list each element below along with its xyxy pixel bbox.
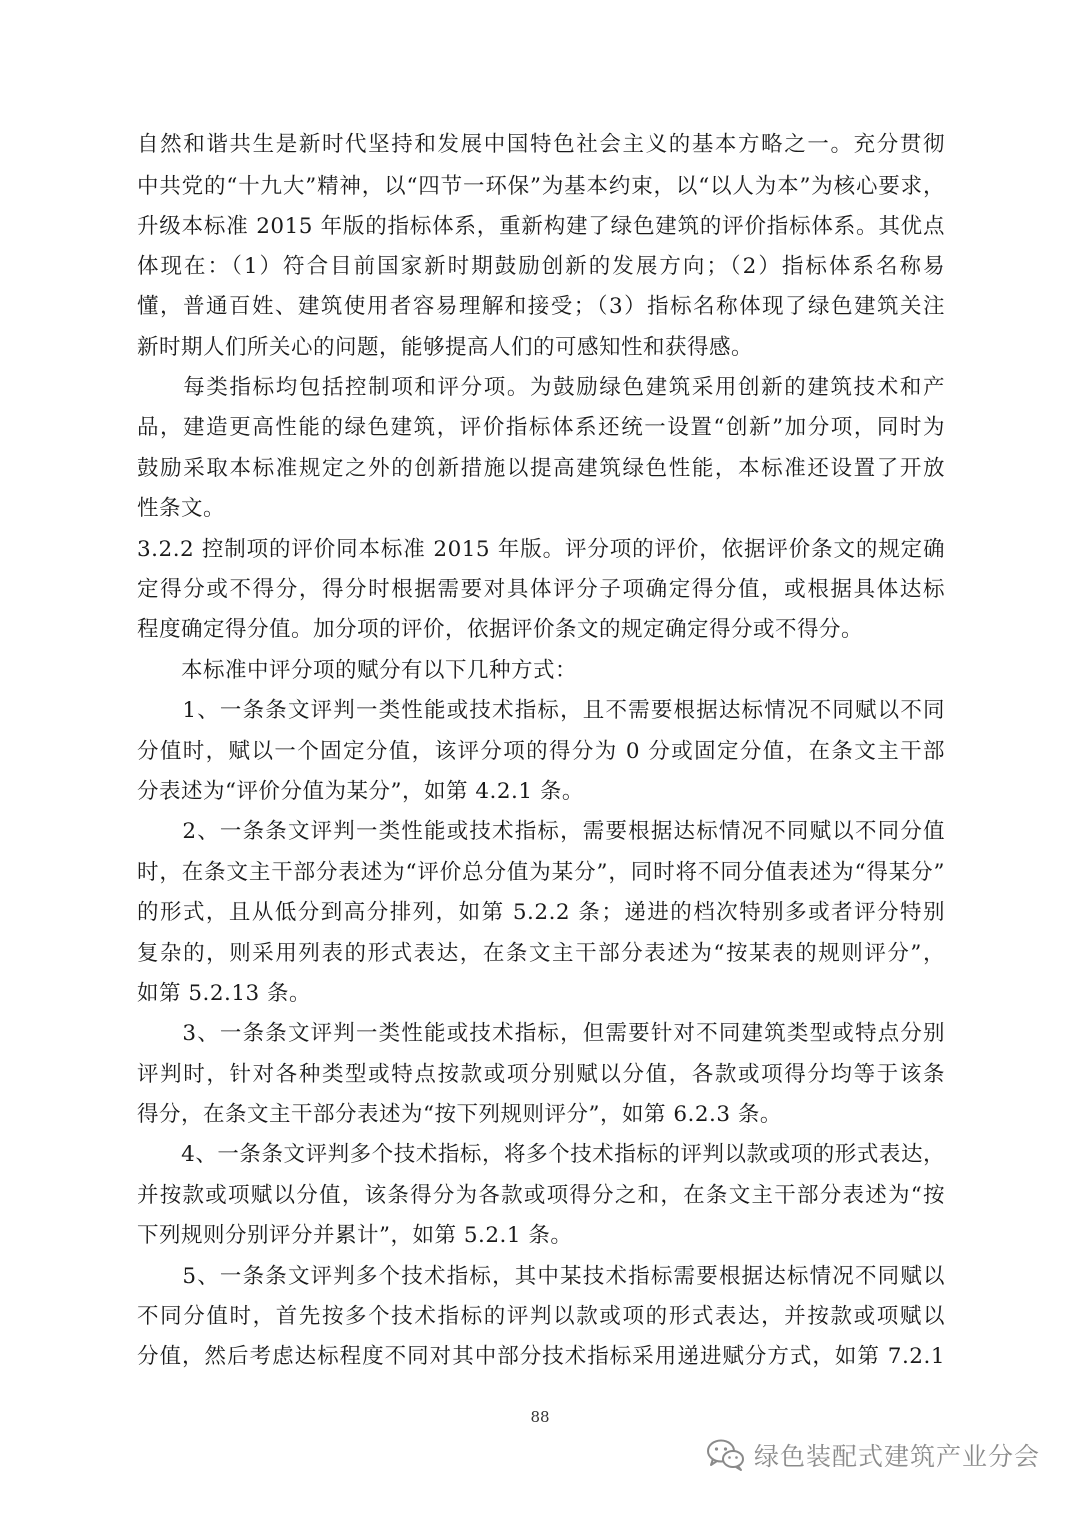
wechat-icon bbox=[706, 1438, 746, 1472]
text-line: 鼓励采取本标准规定之外的创新措施以提高建筑绿色性能，本标准还设置了开放 bbox=[137, 456, 945, 481]
text-line: 5、一条条文评判多个技术指标，其中某技术指标需要根据达标情况不同赋以 bbox=[137, 1264, 945, 1289]
text-line: 性条文。 bbox=[137, 496, 226, 521]
text-line: 程度确定得分值。加分项的评价，依据评价条文的规定确定得分或不得分。 bbox=[137, 617, 864, 642]
text-line: 如第 5.2.13 条。 bbox=[137, 981, 312, 1006]
text-line: 分值，然后考虑达标程度不同对其中部分技术指标采用递进赋分方式，如第 7.2.1 bbox=[137, 1344, 945, 1369]
text-line: 得分，在条文主干部分表述为“按下列规则评分”，如第 6.2.3 条。 bbox=[137, 1102, 782, 1127]
text-line: 品，建造更高性能的绿色建筑，评价指标体系还统一设置“创新”加分项，同时为 bbox=[137, 415, 945, 440]
text-line: 体现在：（1）符合目前国家新时期鼓励创新的发展方向；（2）指标体系名称易 bbox=[137, 254, 945, 279]
watermark-text: 绿色装配式建筑产业分会 bbox=[754, 1442, 1041, 1471]
text-line: 不同分值时，首先按多个技术指标的评判以款或项的形式表达，并按款或项赋以 bbox=[137, 1304, 945, 1329]
text-line: 中共党的“十九大”精神，以“四节一环保”为基本约束，以“以人为本”为核心要求， bbox=[137, 174, 945, 199]
text-line: 定得分或不得分，得分时根据需要对具体评分子项确定得分值，或根据具体达标 bbox=[137, 577, 945, 602]
text-line: 3.2.2 控制项的评价同本标准 2015 年版。评分项的评价，依据评价条文的规定确 bbox=[137, 537, 945, 562]
text-line: 分表述为“评价分值为某分”，如第 4.2.1 条。 bbox=[137, 779, 584, 804]
text-line: 分值时，赋以一个固定分值，该评分项的得分为 0 分或固定分值，在条文主干部 bbox=[137, 739, 945, 764]
text-line: 自然和谐共生是新时代坚持和发展中国特色社会主义的基本方略之一。充分贯彻 bbox=[137, 132, 945, 157]
text-line: 升级本标准 2015 年版的指标体系，重新构建了绿色建筑的评价指标体系。其优点 bbox=[137, 214, 945, 239]
watermark bbox=[706, 1433, 1056, 1477]
text-line: 每类指标均包括控制项和评分项。为鼓励绿色建筑采用创新的建筑技术和产 bbox=[137, 375, 945, 400]
page-number: 88 bbox=[530, 1408, 550, 1426]
text-line: 的形式，且从低分到高分排列，如第 5.2.2 条；递进的档次特别多或者评分特别 bbox=[137, 900, 945, 925]
text-line: 新时期人们所关心的问题，能够提高人们的可感知性和获得感。 bbox=[137, 335, 754, 360]
text-line: 下列规则分别评分并累计”，如第 5.2.1 条。 bbox=[137, 1223, 573, 1248]
text-line: 评判时，针对各种类型或特点按款或项分别赋以分值，各款或项得分均等于该条 bbox=[137, 1062, 945, 1087]
text-line: 本标准中评分项的赋分有以下几种方式： bbox=[137, 658, 578, 683]
text-line: 时，在条文主干部分表述为“评价总分值为某分”，同时将不同分值表述为“得某分” bbox=[137, 860, 945, 885]
text-line: 3、一条条文评判一类性能或技术指标，但需要针对不同建筑类型或特点分别 bbox=[137, 1021, 945, 1046]
text-line: 懂，普通百姓、建筑使用者容易理解和接受；（3）指标名称体现了绿色建筑关注 bbox=[137, 294, 945, 319]
text-line: 4、一条条文评判多个技术指标，将多个技术指标的评判以款或项的形式表达， bbox=[137, 1142, 945, 1167]
text-line: 复杂的，则采用列表的形式表达，在条文主干部分表述为“按某表的规则评分”， bbox=[137, 941, 945, 966]
text-line: 并按款或项赋以分值，该条得分为各款或项得分之和，在条文主干部分表述为“按 bbox=[137, 1183, 945, 1208]
text-line: 1、一条条文评判一类性能或技术指标，且不需要根据达标情况不同赋以不同 bbox=[137, 698, 945, 723]
text-line: 2、一条条文评判一类性能或技术指标，需要根据达标情况不同赋以不同分值 bbox=[137, 819, 945, 844]
